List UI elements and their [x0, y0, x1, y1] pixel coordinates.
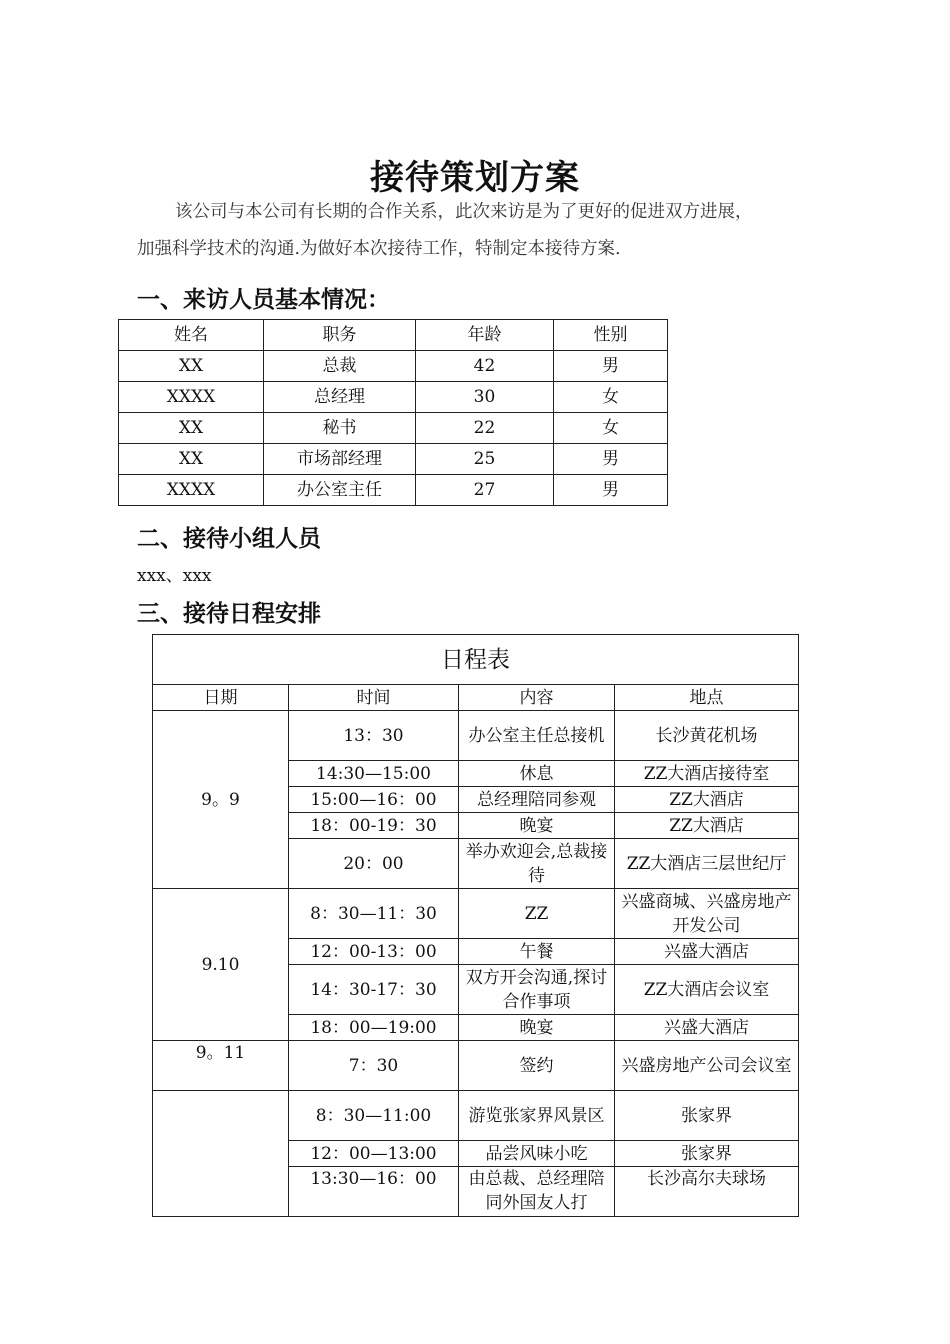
cell-position: 总经理	[264, 382, 416, 413]
cell-name: XX	[119, 444, 264, 475]
document-title: 接待策划方案	[370, 158, 580, 198]
table-header-row	[119, 320, 668, 351]
table-row	[153, 1091, 799, 1141]
header-cell: 年龄	[416, 320, 554, 351]
cell-place: 兴盛大酒店	[615, 1015, 799, 1041]
cell-gender: 男	[554, 444, 668, 475]
table-row	[153, 1041, 799, 1091]
table-header-row	[153, 685, 799, 711]
cell-name: XX	[119, 351, 264, 382]
cell-content: ZZ	[459, 889, 615, 939]
cell-name: XXXX	[119, 382, 264, 413]
cell-age: 42	[416, 351, 554, 382]
schedule-caption: 日程表	[153, 635, 799, 685]
cell-content: 游览张家界风景区	[459, 1091, 615, 1141]
table-row	[153, 889, 799, 939]
section-heading-visitors: 一、来访人员基本情况：	[137, 287, 390, 313]
cell-time: 20：00	[289, 839, 459, 889]
cell-content: 午餐	[459, 939, 615, 965]
section-heading-schedule: 三、接待日程安排	[137, 601, 321, 627]
header-cell: 姓名	[119, 320, 264, 351]
cell-position: 市场部经理	[264, 444, 416, 475]
header-cell: 时间	[289, 685, 459, 711]
cell-time: 13：30	[289, 711, 459, 761]
header-cell: 职务	[264, 320, 416, 351]
cell-time: 18：00-19：30	[289, 813, 459, 839]
cell-place: 长沙高尔夫球场	[615, 1167, 799, 1217]
cell-time: 8：30—11:00	[289, 1091, 459, 1141]
visitor-table	[118, 319, 668, 506]
table-row	[119, 475, 668, 506]
section-heading-team: 二、接待小组人员	[137, 526, 321, 552]
cell-time: 13:30—16：00	[289, 1167, 459, 1217]
cell-time: 18：00—19:00	[289, 1015, 459, 1041]
cell-gender: 男	[554, 475, 668, 506]
cell-content: 晚宴	[459, 1015, 615, 1041]
cell-time: 7：30	[289, 1041, 459, 1091]
table-row	[119, 351, 668, 382]
cell-place: ZZ大酒店	[615, 787, 799, 813]
cell-place: 张家界	[615, 1091, 799, 1141]
team-members: xxx、xxx	[137, 566, 212, 586]
cell-age: 27	[416, 475, 554, 506]
cell-gender: 男	[554, 351, 668, 382]
cell-place: 张家界	[615, 1141, 799, 1167]
cell-date: 9。11	[153, 1041, 289, 1091]
cell-position: 总裁	[264, 351, 416, 382]
table-row	[119, 413, 668, 444]
cell-age: 25	[416, 444, 554, 475]
cell-time: 12：00-13：00	[289, 939, 459, 965]
cell-place: 长沙黄花机场	[615, 711, 799, 761]
cell-gender: 女	[554, 382, 668, 413]
table-row	[119, 382, 668, 413]
cell-place: ZZ大酒店接待室	[615, 761, 799, 787]
cell-place: ZZ大酒店	[615, 813, 799, 839]
cell-content: 品尝风味小吃	[459, 1141, 615, 1167]
cell-content: 签约	[459, 1041, 615, 1091]
cell-date: 9。9	[153, 711, 289, 889]
cell-position: 秘书	[264, 413, 416, 444]
cell-time: 14:30—15:00	[289, 761, 459, 787]
cell-content: 举办欢迎会,总裁接待	[459, 839, 615, 889]
cell-place: ZZ大酒店三层世纪厅	[615, 839, 799, 889]
cell-age: 22	[416, 413, 554, 444]
header-cell: 内容	[459, 685, 615, 711]
cell-content: 休息	[459, 761, 615, 787]
cell-place: 兴盛商城、兴盛房地产开发公司	[615, 889, 799, 939]
cell-content: 办公室主任总接机	[459, 711, 615, 761]
intro-line-1: 该公司与本公司有长期的合作关系，此次来访是为了更好的促进双方进展，	[175, 202, 753, 222]
schedule-table	[152, 634, 799, 1217]
cell-date-continued	[153, 1091, 289, 1217]
header-cell: 性别	[554, 320, 668, 351]
cell-content: 双方开会沟通,探讨合作事项	[459, 965, 615, 1015]
cell-time: 12：00—13:00	[289, 1141, 459, 1167]
cell-content: 由总裁、总经理陪同外国友人打	[459, 1167, 615, 1217]
cell-name: XX	[119, 413, 264, 444]
cell-place: ZZ大酒店会议室	[615, 965, 799, 1015]
cell-date: 9.10	[153, 889, 289, 1041]
cell-age: 30	[416, 382, 554, 413]
header-cell: 地点	[615, 685, 799, 711]
cell-time: 14：30-17：30	[289, 965, 459, 1015]
cell-content: 总经理陪同参观	[459, 787, 615, 813]
header-cell: 日期	[153, 685, 289, 711]
intro-line-2: 加强科学技术的沟通.为做好本次接待工作，特制定本接待方案.	[137, 239, 621, 259]
cell-time: 8：30—11：30	[289, 889, 459, 939]
table-row	[119, 444, 668, 475]
cell-position: 办公室主任	[264, 475, 416, 506]
cell-place: 兴盛房地产公司会议室	[615, 1041, 799, 1091]
cell-content: 晚宴	[459, 813, 615, 839]
cell-place: 兴盛大酒店	[615, 939, 799, 965]
cell-gender: 女	[554, 413, 668, 444]
table-row	[153, 711, 799, 761]
cell-name: XXXX	[119, 475, 264, 506]
cell-time: 15:00—16：00	[289, 787, 459, 813]
